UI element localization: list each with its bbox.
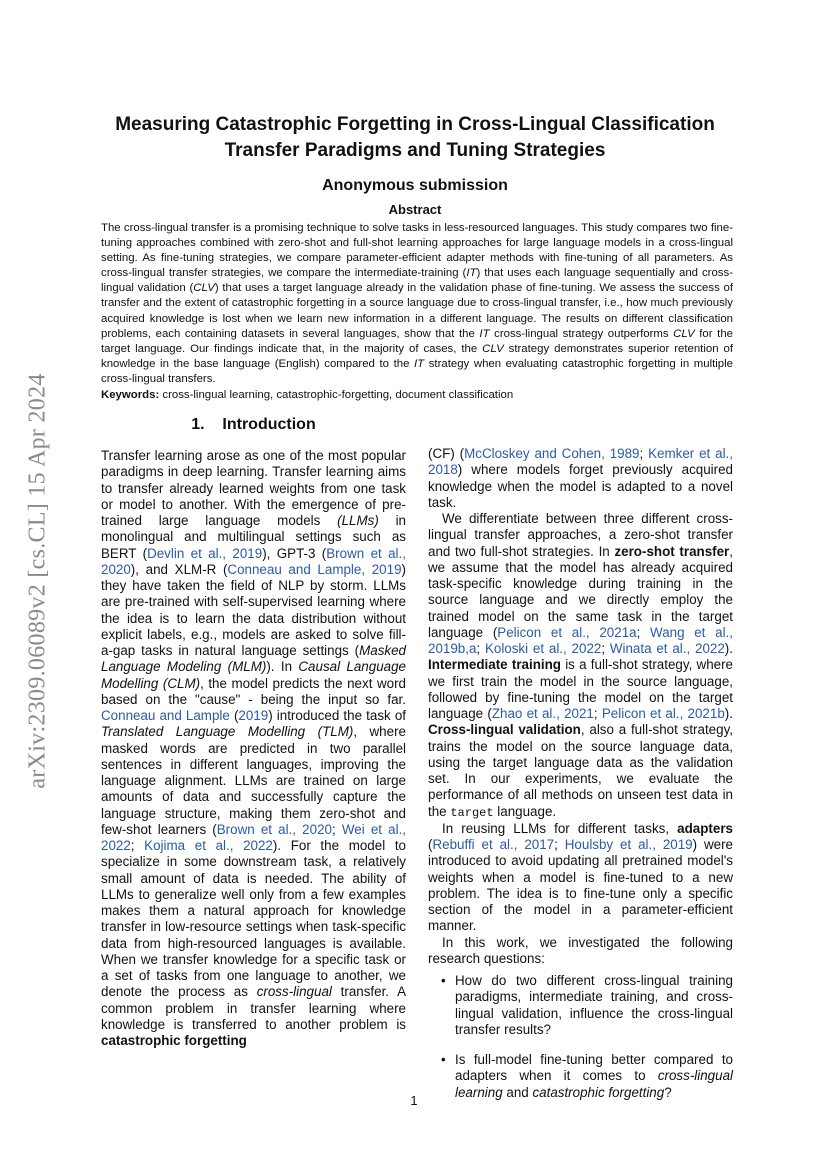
- citation-link[interactable]: McCloskey and Cohen, 1989: [464, 446, 640, 461]
- paper-title: Measuring Catastrophic Forgetting in Cross-Lingual Classification Transfer Paradigms and Tuning Strategies: [115, 114, 715, 161]
- keywords: Keywords: cross-lingual learning, catastrophic-forgetting, document classification: [101, 389, 514, 401]
- arxiv-stamp: [18, 336, 58, 826]
- citation-link[interactable]: 2019: [238, 708, 269, 723]
- citation-link[interactable]: Kojima et al., 2022: [144, 838, 273, 853]
- intro-paragraph-cont: (CF) (McCloskey and Cohen, 1989; Kemker et al., 2018) where models forget previously acquired knowledge when the model is adapted to a novel task.: [428, 446, 733, 510]
- section-heading-introduction: 1. Introduction: [191, 416, 316, 433]
- citation-link[interactable]: Wei et al., 2022: [101, 821, 407, 853]
- citation-link[interactable]: Wang et al., 2019b,a: [428, 624, 733, 656]
- intro-paragraph-1: Transfer learning arose as one of the most popular paradigms in deep learning. Transfer learning aims to transfer already learned weights from one task or model to another. With the emergence of pre-trained large language models (LLMs) in monolingual and multilingual settings such as BERT (Devlin et al., 2019), GPT-3 (Brown et al., 2020), and XLM-R (Conneau and Lample, 2019) they have taken the field of NLP by storm. LLMs are pre-trained with self-supervised learning where the idea is to learn the data distribution without explicit labels, e.g., models are asked to solve fill-a-gap tasks in natural language settings (Masked Language Modeling (MLM)). In Causal Language Modelling (CLM), the model predicts the next word based on the "cause" - being the input so far. Conneau and Lample (2019) introduced the task of Translated Language Modelling (TLM), where masked words are predicted in two parallel sentences in different languages, improving the language alignment. LLMs are trained on large amounts of data and successfully capture the language structure, making them zero-shot and few-shot learners (Brown et al., 2020; Wei et al., 2022; Kojima et al., 2022). For the model to specialize in some downstream task, a relatively small amount of data is needed. The ability of LLMs to generalize well only from a few examples makes them a natural approach for knowledge transfer in low-resource settings when task-specific data from high-resourced languages is available. When we transfer knowledge for a specific task or a set of tasks from one language to another, we denote the process as cross-lingual transfer. A common problem in transfer learning where knowledge is transferred to another problem is catastrophic forgetting: [101, 448, 407, 1048]
- bullet-icon: •: [441, 1052, 446, 1067]
- intro-paragraph-2: We differentiate between three different cross-lingual transfer approaches, a zero-shot transfer and two full-shot strategies. In zero-shot transfer, we assume that the model has already acquired task-specific knowledge during training in the source language and we directly employ the trained model on the same task in the target language (Pelicon et al., 2021a; Wang et al., 2019b,a; Koloski et al., 2022; Winata et al., 2022). Intermediate training is a full-shot strategy, where we first train the model in the source language, followed by fine-tuning the model on the target language (Zhao et al., 2021; Pelicon et al., 2021b). Cross-lingual validation, also a full-shot strategy, trains the model on the source language data, using the target language data as the validation set. In our experiments, we evaluate the performance of all methods on unseen test data in the target language.: [428, 511, 733, 820]
- abstract-heading: Abstract: [388, 202, 442, 217]
- bullet-icon: •: [441, 973, 446, 988]
- citation-link[interactable]: Devlin et al., 2019: [147, 545, 263, 561]
- intro-paragraph-4: In this work, we investigated the following research questions:: [428, 934, 733, 966]
- citation-link[interactable]: Rebuffi et al., 2017: [432, 837, 555, 852]
- left-column: [101, 448, 406, 1049]
- citation-link[interactable]: Conneau and Lample, 2019: [227, 561, 402, 577]
- citation-link[interactable]: Houlsby et al., 2019: [564, 837, 693, 852]
- list-item: • How do two different cross-lingual training paradigms, intermediate training, and cross-lingual validation, influence the cross-lingual transfer results?: [441, 973, 733, 1037]
- arxiv-id: arXiv:2309.06089v2 [cs.CL] 15 Apr 2024: [24, 373, 51, 789]
- page-number: 1: [410, 1093, 418, 1108]
- citation-link[interactable]: Pelicon et al., 2021b: [601, 706, 725, 721]
- research-questions-list: [428, 973, 733, 1101]
- keywords-label: Keywords:: [101, 389, 160, 401]
- citation-link[interactable]: Conneau and Lample: [101, 708, 230, 723]
- intro-paragraph-3: In reusing LLMs for different tasks, adapters (Rebuffi et al., 2017; Houlsby et al., 2019) were introduced to avoid updating all pretrained model's weights when a model is fine-tuned to a new problem. The idea is to fine-tune only a specific section of the model in a parameter-efficient manner.: [428, 820, 733, 934]
- citation-link[interactable]: Brown et al., 2020: [216, 821, 332, 837]
- citation-link[interactable]: Koloski et al., 2022: [484, 641, 602, 656]
- citation-link[interactable]: Brown et al., 2020: [101, 545, 406, 577]
- citation-link[interactable]: Winata et al., 2022: [609, 641, 725, 656]
- author-line: Anonymous submission: [322, 177, 508, 194]
- abstract-text: The cross-lingual transfer is a promising technique to solve tasks in less-resourced languages. This study compares two fine-tuning approaches combined with zero-shot and full-shot learning approaches for large language models in a cross-lingual setting. As fine-tuning strategies, we compare parameter-efficient adapter methods with fine-tuning of all parameters. As cross-lingual transfer strategies, we compare the intermediate-training (IT) that uses each language sequentially and cross-lingual validation (CLV) that uses a target language already in the validation phase of fine-tuning. We assess the success of transfer and the extent of catastrophic forgetting in a source language due to cross-lingual transfer, i.e., how much previously acquired knowledge is lost when we learn new information in a different language. The results on different classification problems, each containing datasets in several languages, show that the IT cross-lingual strategy outperforms CLV for the target language. Our findings indicate that, in the majority of cases, the CLV strategy demonstrates superior retention of knowledge in the base language (English) compared to the IT strategy when evaluating catastrophic forgetting in multiple cross-lingual transfers.: [101, 222, 733, 385]
- right-column: [428, 446, 733, 1115]
- citation-link[interactable]: Pelicon et al., 2021a: [497, 624, 637, 640]
- list-item: • Is full-model fine-tuning better compared to adapters when it comes to cross-lingual learning and catastrophic forgetting?: [441, 1052, 733, 1100]
- citation-link[interactable]: Zhao et al., 2021: [491, 706, 594, 721]
- citation-link[interactable]: Kemker et al., 2018: [428, 446, 733, 478]
